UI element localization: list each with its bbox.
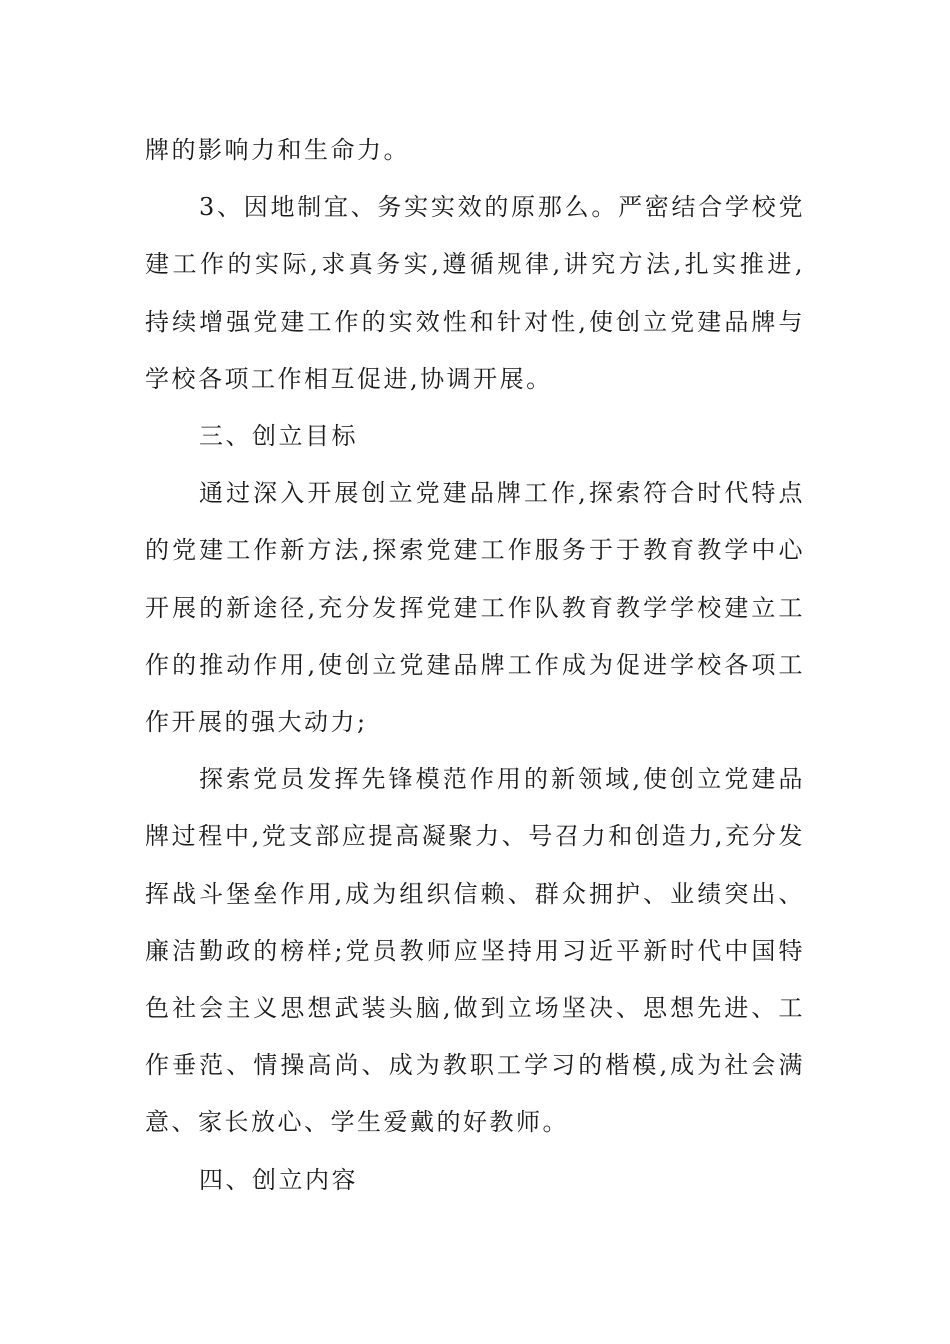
- paragraph-goals-2: 探索党员发挥先锋模范作用的新领域,使创立党建品牌过程中,党支部应提高凝聚力、号召力和创造力,充分发挥战斗堡垒作用,成为组织信赖、群众拥护、业绩突出、廉洁勤政的榜样;党员教师应坚持用习近平新时代中国特色社会主义思想武装头脑,做到立场坚决、思想先进、工作垂范、情操高尚、成为教职工学习的楷模,成为社会满意、家长放心、学生爱戴的好教师。: [145, 765, 805, 1137]
- paragraph-principle-3: 3、因地制宜、务实实效的原那么。严密结合学校党建工作的实际,求真务实,遵循规律,讲究方法,扎实推进,持续增强党建工作的实效性和针对性,使创立党建品牌与学校各项工作相互促进,协调开展。: [145, 193, 805, 393]
- section-heading-content: 四、创立内容: [199, 1165, 358, 1194]
- section-heading-goals: 三、创立目标: [199, 422, 358, 451]
- document-body: [145, 122, 805, 1209]
- paragraph-goals-1: 通过深入开展创立党建品牌工作,探索符合时代特点的党建工作新方法,探索党建工作服务于于教育教学中心开展的新途径,充分发挥党建工作队教育教学学校建立工作的推动作用,使创立党建品牌工作成为促进学校各项工作开展的强大动力;: [145, 479, 805, 737]
- paragraph-continuation: 牌的影响力和生命力。: [145, 136, 410, 164]
